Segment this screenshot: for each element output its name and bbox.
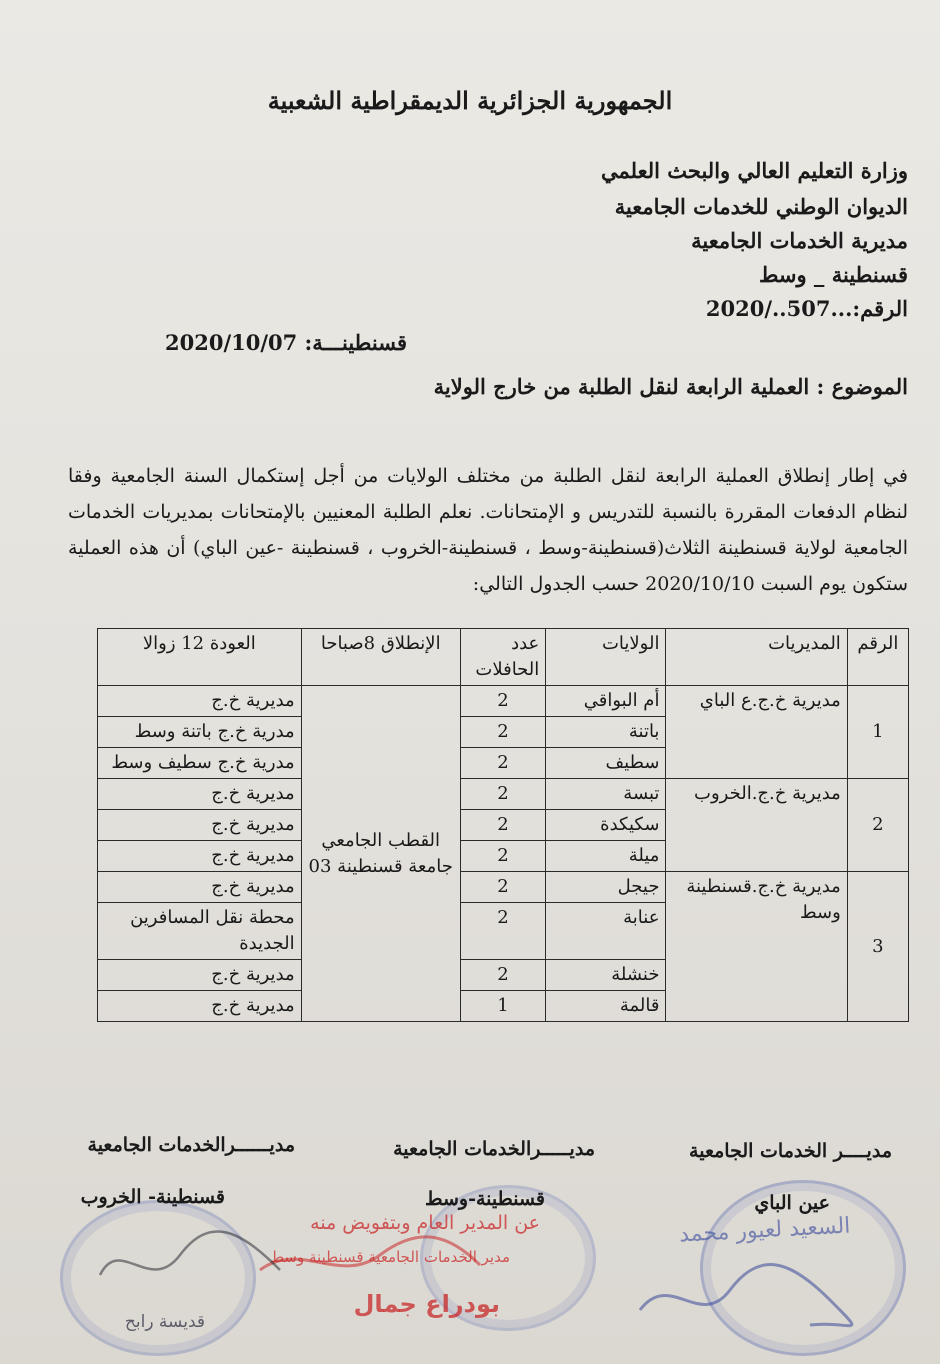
buses-cell: 2 bbox=[460, 717, 546, 748]
buses-cell: 2 bbox=[460, 960, 546, 991]
buses-cell: 2 bbox=[460, 686, 546, 717]
place-date: قسنطينـــة: 2020/10/07 bbox=[165, 330, 408, 355]
reference-number bbox=[706, 296, 908, 321]
header-wilaya: الولايات bbox=[546, 629, 666, 686]
office-line: الديوان الوطني للخدمات الجامعية bbox=[614, 194, 908, 219]
header-return: العودة 12 زوالا bbox=[98, 629, 302, 686]
buses-cell: 2 bbox=[460, 872, 546, 903]
departure-place: القطب الجامعي جامعة قسنطينة 03 bbox=[301, 686, 460, 1022]
signature-title-ain-bay: مديــــر الخدمات الجامعية bbox=[689, 1140, 892, 1162]
subject-line: الموضوع : العملية الرابعة لنقل الطلبة من خارج الولاية bbox=[433, 374, 908, 399]
header-directorate: المديريات bbox=[666, 629, 847, 686]
group-directorate: مديرية خ.ج.ع الباي bbox=[666, 686, 847, 779]
header-buses: عدد الحافلات bbox=[460, 629, 546, 686]
republic-title: الجمهورية الجزائرية الديمقراطية الشعبية bbox=[267, 86, 673, 115]
handwritten-director-wassat: مدير الخدمات الجامعية قسنطينة وسط bbox=[270, 1248, 510, 1266]
wilaya-cell: ميلة bbox=[546, 841, 666, 872]
signature-scribble-khroub bbox=[90, 1225, 290, 1305]
wilaya-cell: أم البواقي bbox=[546, 686, 666, 717]
table-row bbox=[98, 686, 909, 717]
header-departure: الإنطلاق 8صباحا bbox=[301, 629, 460, 686]
wilaya-cell: خنشلة bbox=[546, 960, 666, 991]
handwritten-name-wassat: بودراع جمال bbox=[353, 1290, 500, 1318]
schedule-table bbox=[97, 628, 909, 1022]
handwritten-delegation: عن المدير العام وبتفويض منه bbox=[310, 1212, 540, 1234]
body-paragraph: في إطار إنطلاق العملية الرابعة لنقل الطلبة من مختلف الولايات من أجل إستكمال السنة الجامعية وفقا لنظام الدفعات المقررة بالنسبة للتدريس و الإمتحانات. نعلم الطلبة المعنيين بالإمتحانات بمديريات الخدمات الجامعية لولاية قسنطينة الثلاث(قسنطينة-وسط ، قسنطينة-الخروب ، قسنطينة -عين الباي) أن هذه العملية ستكون يوم السبت 2020/10/10 حسب الجدول التالي: bbox=[68, 465, 908, 595]
return-cell: مديرية خ.ج bbox=[98, 991, 302, 1022]
reference-value: ...507../2020 bbox=[705, 296, 853, 321]
handwritten-name-khroub: قديسة رابح bbox=[124, 1312, 205, 1332]
wilaya-cell: قالمة bbox=[546, 991, 666, 1022]
return-cell: مديرية خ.ج bbox=[98, 810, 302, 841]
buses-cell: 2 bbox=[460, 810, 546, 841]
group-num: 1 bbox=[847, 686, 908, 779]
wilaya-cell: سطيف bbox=[546, 748, 666, 779]
wilaya-cell: عنابة bbox=[546, 903, 666, 960]
return-cell: مديرية خ.ج bbox=[98, 841, 302, 872]
group-num: 3 bbox=[847, 872, 908, 1022]
buses-cell: 2 bbox=[460, 903, 546, 960]
return-cell: مديرية خ.ج bbox=[98, 686, 302, 717]
table-row bbox=[98, 872, 909, 903]
ministry-line: وزارة التعليم العالي والبحث العلمي bbox=[601, 158, 908, 183]
return-cell: مدرية خ.ج سطيف وسط bbox=[98, 748, 302, 779]
signature-place-ain-bay: عين الباي bbox=[754, 1192, 830, 1214]
city-line: قسنطينة _ وسط bbox=[758, 262, 908, 287]
signature-title-khroub: مديــــــرالخدمات الجامعية bbox=[87, 1134, 295, 1156]
group-num: 2 bbox=[847, 779, 908, 872]
return-cell: مدرية خ.ج باتنة وسط bbox=[98, 717, 302, 748]
reference-label: الرقم: bbox=[852, 296, 908, 321]
return-cell: محطة نقل المسافرين الجديدة bbox=[98, 903, 302, 960]
return-cell: مديرية خ.ج bbox=[98, 779, 302, 810]
buses-cell: 1 bbox=[460, 991, 546, 1022]
buses-cell: 2 bbox=[460, 748, 546, 779]
table-row bbox=[98, 779, 909, 810]
return-cell: مديرية خ.ج bbox=[98, 960, 302, 991]
signature-place-wassat: قسنطينة-وسط bbox=[424, 1188, 545, 1210]
signature-place-khroub: قسنطينة- الخروب bbox=[80, 1186, 225, 1208]
wilaya-cell: تبسة bbox=[546, 779, 666, 810]
signature-scribble-ain-bay bbox=[630, 1250, 860, 1340]
group-directorate: مديرية خ.ج.الخروب bbox=[666, 779, 847, 872]
handwritten-name-ain-bay: السعيد لعيور محمد bbox=[678, 1213, 851, 1248]
table-header-row bbox=[98, 629, 909, 686]
return-cell: مديرية خ.ج bbox=[98, 872, 302, 903]
group-directorate: مديرية خ.ج.قسنطينة وسط bbox=[666, 872, 847, 1022]
buses-cell: 2 bbox=[460, 841, 546, 872]
header-num: الرقم bbox=[847, 629, 908, 686]
wilaya-cell: جيجل bbox=[546, 872, 666, 903]
directorate-line: مديرية الخدمات الجامعية bbox=[691, 228, 908, 253]
buses-cell: 2 bbox=[460, 779, 546, 810]
signature-title-wassat: مديـــــرالخدمات الجامعية bbox=[393, 1138, 595, 1160]
wilaya-cell: باتنة bbox=[546, 717, 666, 748]
wilaya-cell: سكيكدة bbox=[546, 810, 666, 841]
